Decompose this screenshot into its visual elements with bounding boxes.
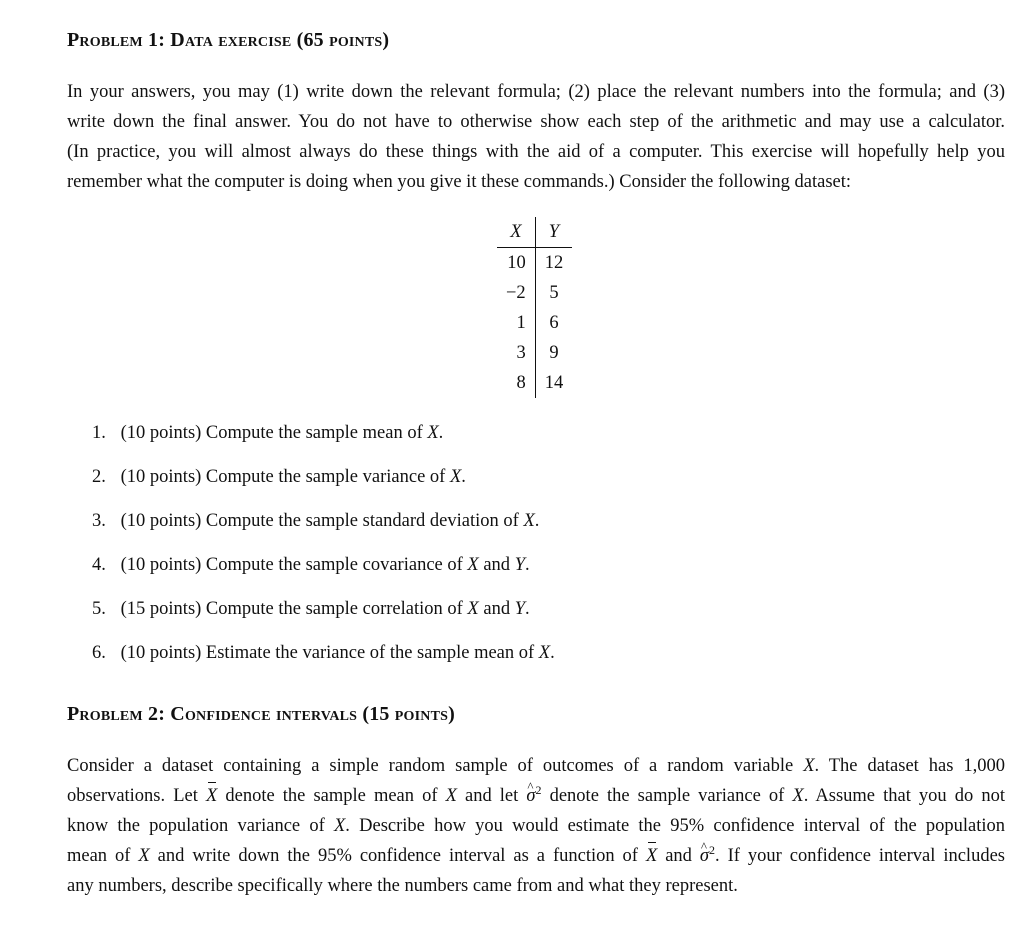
cell-y: 9 xyxy=(535,338,572,368)
table-row xyxy=(497,248,572,279)
problem-1-heading: Problem 1: Data exercise (65 points) xyxy=(67,29,390,51)
cell-y: 14 xyxy=(535,368,572,398)
cell-x: −2 xyxy=(506,283,526,303)
table-row xyxy=(497,338,572,368)
cell-x: 1 xyxy=(516,313,526,333)
p2-line-2: observations. Let X denote the sample mean of X and let ^ $\sigma^2$ denote the sample variance of X. Assume that you do not xyxy=(67,781,1005,811)
table-row xyxy=(497,368,572,398)
table-row xyxy=(497,278,572,308)
list-item: 3. (10 points) Compute the sample standard deviation of X. xyxy=(92,511,540,531)
list-item: 1. (10 points) Compute the sample mean of X. xyxy=(92,423,444,443)
intro-line-3: (In practice, you will almost always do these things with the aid of a computer. This exercise will hopefully help you xyxy=(67,142,1005,162)
intro-line-2: write down the final answer. You do not have to otherwise show each step of the arithmetic and may use a calculator. xyxy=(67,112,1005,132)
cell-y: 5 xyxy=(535,278,572,308)
cell-x: 8 xyxy=(516,373,526,393)
p2-line-1: Consider a dataset containing a simple random sample of outcomes of a random variable X. The dataset has 1,000 xyxy=(67,756,1005,776)
list-item: 4. (10 points) Compute the sample covariance of X and Y. xyxy=(92,555,530,575)
list-item: 5. (15 points) Compute the sample correlation of X and Y. xyxy=(92,599,530,619)
problem-2-text xyxy=(67,751,1005,901)
intro-line-1: In your answers, you may (1) write down the relevant formula; (2) place the relevant numbers into the formula; and (3) xyxy=(67,82,1005,102)
table-header-row xyxy=(497,217,572,248)
problem-1-intro xyxy=(67,77,1005,197)
header-y: Y xyxy=(535,217,572,248)
p2-line-4: mean of X and write down the 95% confidence interval as a function of X and ^ $\sigma^2$. If your confidence interval includes xyxy=(67,841,1005,871)
problem-2-heading: Problem 2: Confidence intervals (15 points) xyxy=(67,703,455,725)
list-item: 6. (10 points) Estimate the variance of the sample mean of X. xyxy=(92,643,555,663)
cell-y: 6 xyxy=(535,308,572,338)
p2-line-5: any numbers, describe specifically where the numbers came from and what they represent. xyxy=(67,876,738,896)
p2-line-3: know the population variance of X. Describe how you would estimate the 95% confidence interval of the population xyxy=(67,816,1005,836)
cell-x: 3 xyxy=(516,343,526,363)
dataset-table xyxy=(497,217,572,398)
list-item: 2. (10 points) Compute the sample variance of X. xyxy=(92,467,466,487)
cell-y: 12 xyxy=(535,248,572,279)
cell-x: 10 xyxy=(507,253,526,273)
intro-line-4: remember what the computer is doing when you give it these commands.) Consider the following dataset: xyxy=(67,172,852,192)
question-list xyxy=(92,418,555,682)
table-row xyxy=(497,308,572,338)
header-x: X xyxy=(497,217,535,248)
